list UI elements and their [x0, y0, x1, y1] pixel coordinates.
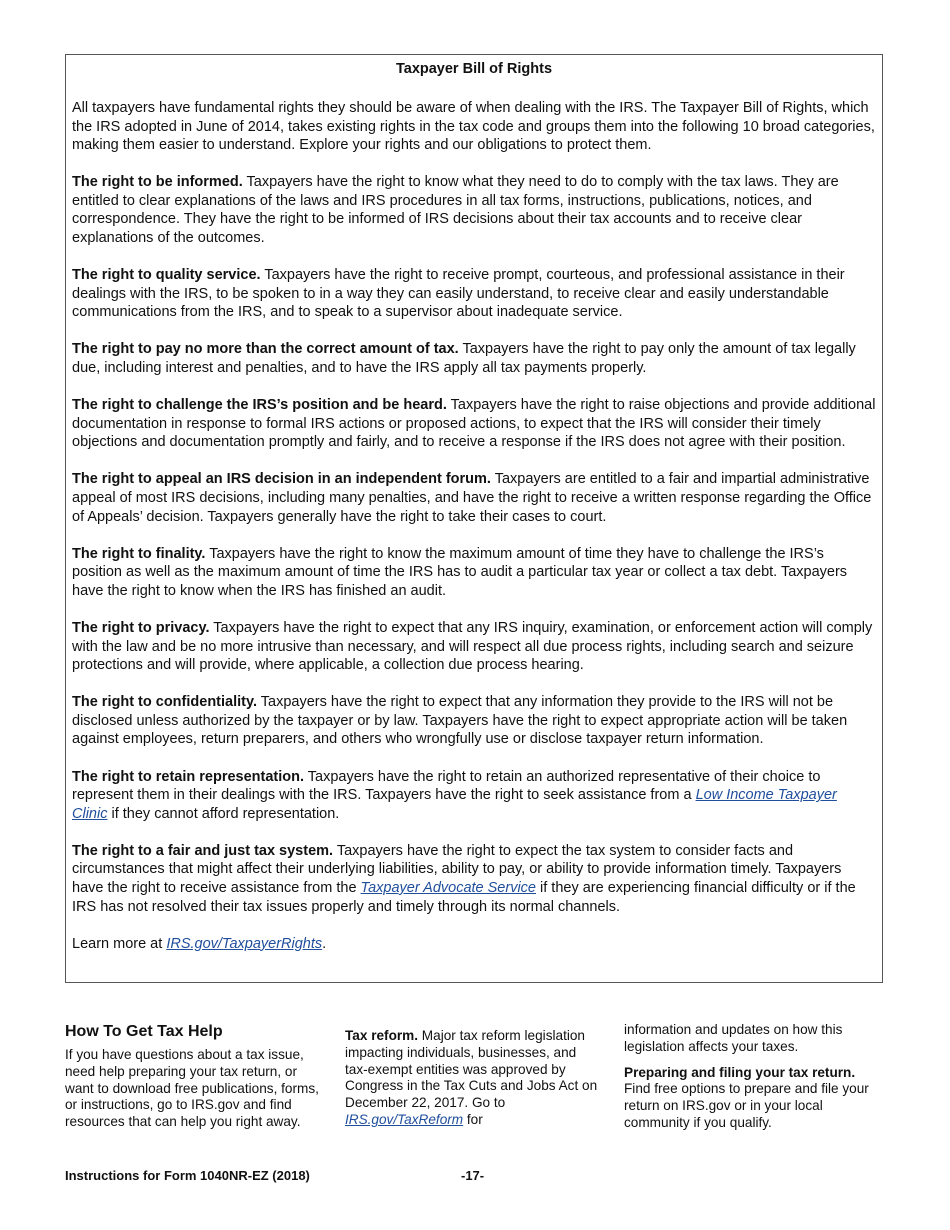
tax-help-heading: How To Get Tax Help [65, 1023, 223, 1040]
preparing-heading: Preparing and filing your tax return. [624, 1064, 856, 1080]
right-heading: The right to appeal an IRS decision in an independent forum. [72, 471, 491, 488]
tax-reform-heading: Tax reform. [345, 1028, 419, 1043]
footer-form-name: Instructions for Form 1040NR-EZ (2018) [65, 1168, 310, 1183]
right-heading: The right to privacy. [72, 619, 210, 636]
right-heading: The right to pay no more than the correct amount of tax. [72, 341, 459, 358]
intro-paragraph: All taxpayers have fundamental rights they should be aware of when dealing with the IRS. The Taxpayer Bill of Rights, which the IRS adopted in June of 2014, takes existing rights in the tax code and groups them into the following 10 broad categories, making them easier to understand. Explore your rights and our obligations to protect them. [72, 100, 875, 154]
tax-help-intro: If you have questions about a tax issue, need help preparing your tax return, or want to download free publications, forms, or instructions, go to IRS.gov and find resources that can help you right away. [65, 1047, 319, 1130]
tax-reform-text: Major tax reform legislation impacting individuals, businesses, and tax-exempt entities was approved by Congress in the Tax Cuts and Jobs Act on December 22, 2017. Go to [345, 1028, 598, 1111]
learn-more [72, 935, 876, 954]
right-fair-tax-system [72, 842, 876, 916]
right-confidentiality [72, 693, 876, 749]
right-text: Taxpayers have the right to receive prompt, courteous, and professional assistance in their dealings with the IRS, to be spoken to in a way they can easily understand, to receive clear and easily understandable communications from the IRS, and to speak to a supervisor about inadequate service. [72, 267, 845, 321]
right-heading: The right to retain representation. [72, 768, 305, 785]
preparing-paragraph [624, 1065, 886, 1132]
box-title: Taxpayer Bill of Rights [395, 61, 553, 77]
right-appeal [72, 470, 876, 526]
right-heading: The right to quality service. [72, 267, 261, 284]
tax-reform-link[interactable]: IRS.gov/TaxReform [345, 1111, 464, 1127]
preparing-text: Find free options to prepare and file your return on IRS.gov or in your local community if you qualify. [624, 1081, 869, 1130]
footer-page-number: -17- [461, 1168, 485, 1183]
tax-reform-paragraph [345, 1028, 601, 1129]
right-heading: The right to confidentiality. [72, 694, 258, 711]
right-text-end: if they cannot afford representation. [107, 805, 340, 822]
right-pay-correct-amount [72, 340, 876, 377]
right-text: Taxpayers have the right to raise objections and provide additional documentation in response to formal IRS actions or proposed actions, to expect that the IRS will consider their timely objections and documentation promptly and fairly, and to receive a response if the IRS does not agree with their position. [72, 397, 876, 451]
right-text: Taxpayers have the right to know the maximum amount of time they have to challenge the IRS’s position as well as the maximum amount of time the IRS has to audit a particular tax year or collect a tax debt. Taxpayers have the right to know when the IRS has finished an audit. [72, 545, 848, 599]
taxpayer-bill-of-rights-box [65, 54, 883, 983]
right-quality-service [72, 266, 876, 322]
right-text: Taxpayers have the right to know what they need to do to comply with the tax laws. They are entitled to clear explanations of the laws and IRS procedures in all tax forms, instructions, publications, notices, and correspondence. They have the right to be informed of IRS decisions about their tax accounts and to receive clear explanations of the outcomes. [72, 174, 839, 247]
right-finality [72, 545, 876, 601]
tax-reform-continued: information and updates on how this legislation affects your taxes. [624, 1022, 843, 1054]
right-informed [72, 173, 876, 247]
right-text: Taxpayers have the right to expect that any IRS inquiry, examination, or enforcement action will comply with the law and be no more intrusive than necessary, and will respect all due process rights, including search and seizure protections and will provide, where applicable, a collection due process hearing. [72, 619, 873, 674]
tax-help-column-1 [65, 1020, 327, 1140]
right-representation [72, 768, 876, 824]
low-income-taxpayer-clinic-link[interactable]: Low Income Taxpayer Clinic [72, 787, 837, 822]
right-text: Taxpayers have the right to retain an authorized representative of their choice to represent them in their dealings with the IRS. Taxpayers have the right to seek assistance from a [72, 768, 821, 804]
tax-help-column-2 [345, 1028, 601, 1138]
right-text: Taxpayers have the right to expect that any information they provide to the IRS will not be disclosed unless authorized by the taxpayer or by law. Taxpayers have the right to expect appropriate action will be taken against employees, return preparers, and others who wrongfully use or disclose taxpayer return information. [72, 694, 848, 748]
right-heading: The right to finality. [72, 545, 206, 562]
right-text: Taxpayers have the right to pay only the amount of tax legally due, including interest and penalties, and to have the IRS apply all tax payments properly. [72, 341, 856, 377]
right-text: Taxpayers have the right to expect the tax system to consider facts and circumstances that might affect their underlying liabilities, ability to pay, or ability to provide information timely. Taxpayers have the right to receive assistance from the [72, 842, 842, 896]
right-heading: The right to be informed. [72, 174, 243, 191]
right-heading: The right to challenge the IRS’s position and be heard. [72, 397, 447, 414]
right-heading: The right to a fair and just tax system. [72, 842, 334, 859]
taxpayer-advocate-service-link[interactable]: Taxpayer Advocate Service [360, 880, 536, 896]
learn-more-period: . [322, 935, 327, 952]
right-text-end: if they are experiencing financial difficulty or if the IRS has not resolved their tax issues properly and timely through its normal channels. [72, 880, 856, 915]
right-challenge [72, 396, 876, 452]
tax-help-column-3 [624, 1022, 886, 1141]
right-privacy [72, 619, 876, 675]
right-text: Taxpayers are entitled to a fair and impartial administrative appeal of most IRS decisions, including many penalties, and have the right to receive a written response regarding the Office of Appeals’ decision. Taxpayers generally have the right to take their cases to court. [72, 471, 872, 525]
taxpayer-rights-link[interactable]: IRS.gov/TaxpayerRights [166, 935, 323, 952]
learn-more-text: Learn more at [72, 935, 167, 952]
tax-reform-text-end: for [463, 1111, 483, 1127]
